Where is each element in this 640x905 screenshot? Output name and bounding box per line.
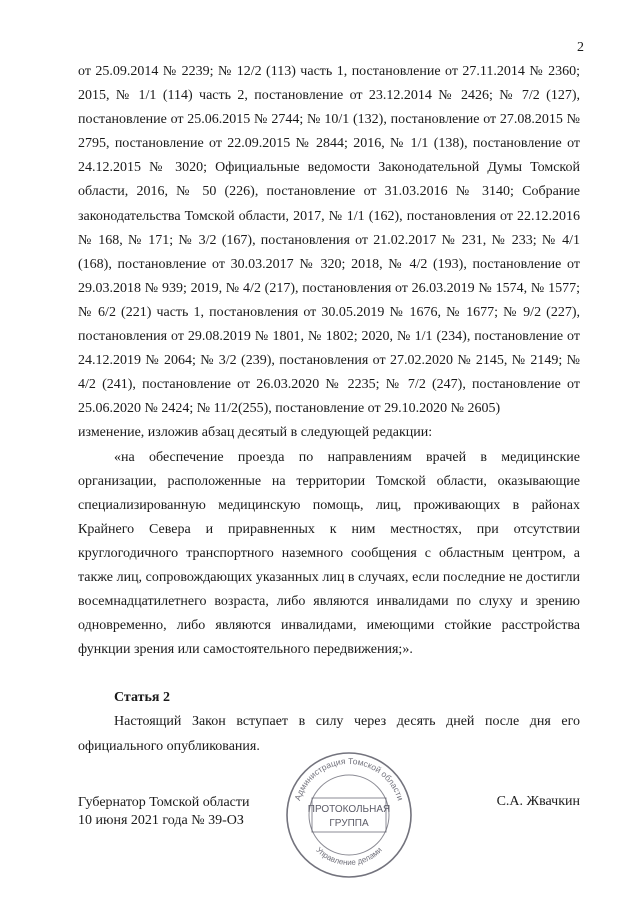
change-line: изменение, изложив абзац десятый в следующей редакции: xyxy=(78,425,433,441)
signature-block xyxy=(78,794,250,830)
svg-text:Администрация Томской области xyxy=(292,756,406,802)
quoted-paragraph: «на обеспечение проезда по направлениям врачей в медицинские организации, расположенные на территории Томской области, оказывающие специализированную медицинскую помощь, лиц, проживающих в районах Крайнего Севера и приравненных к ним местностях, при отсутствии круглогодичного транспортного наземного сообщения с областным центром, а также лиц, сопровождающих указанных лиц в случаях, если последние не достигли восемнадцатилетнего возраста, либо являются инвалидами по слуху и зрению одновременно, либо являются инвалидами, имеющими стойкие расстройства функции зрения или самостоятельного передвижения;». xyxy=(78,449,580,658)
law-date-number: 10 июня 2021 года № 39-ОЗ xyxy=(78,813,244,828)
stamp-ring-text: Администрация Томской области xyxy=(292,755,406,802)
official-stamp xyxy=(284,750,414,880)
governor-name: С.А. Жвачкин xyxy=(496,794,580,809)
document-body xyxy=(78,60,580,759)
governor-title: Губернатор Томской области xyxy=(78,795,250,810)
page-number: 2 xyxy=(577,40,584,55)
stamp-center-line2: ГРУППА xyxy=(329,818,369,829)
stamp-bottom-text: Управление делами xyxy=(314,845,384,868)
article-heading: Статья 2 xyxy=(114,690,170,706)
svg-text:Управление делами xyxy=(314,845,383,867)
article-text: Настоящий Закон вступает в силу через десять дней после дня его официального опубликования. xyxy=(78,714,580,754)
stamp-center-line1: ПРОТОКОЛЬНАЯ xyxy=(307,804,391,815)
intro-paragraph: от 25.09.2014 № 2239; № 12/2 (113) часть 1, постановление от 27.11.2014 № 2360; 2015, № 1/1 (114) часть 2, постановление от 23.12.2014 № 2426; № 7/2 (127), постановление от 25.06.2015 № 2744; № 10/1 (132), постановление от 27.08.2015 № 2795, постановление от 22.09.2015 № 2844; 2016, № 1/1 (138), постановление от 24.12.2015 № 3020; Официальные ведомости Законодательной Думы Томской области, 2016, № 50 (226), постановление от 31.03.2016 № 3140; Собрание законодательства Томской области, 2017, № 1/1 (162), постановления от 22.12.2016 № 168, № 171; № 3/2 (167), постановления от 21.02.2017 № 231, № 233; № 4/1 (168), постановление от 30.03.2017 № 320; 2018, № 4/2 (193), постановление от 29.03.2018 № 939; 2019, № 4/2 (217), постановления от 26.03.2019 № 1574, № 1577; № 6/2 (221) часть 1, постановления от 30.05.2019 № 1676, № 1677; № 9/2 (227), постановления от 29.08.2019 № 1801, № 1802; 2020, № 1/1 (234), постановление от 24.12.2019 № 2064; № 3/2 (239), постановления от 27.02.2020 № 2145, № 2149; № 4/2 (241), постановление от 26.03.2020 № 2235; № 7/2 (247), постановление от 25.06.2020 № 2424; № 11/2(255), постановление от 29.10.2020 № 2605) xyxy=(78,64,580,417)
